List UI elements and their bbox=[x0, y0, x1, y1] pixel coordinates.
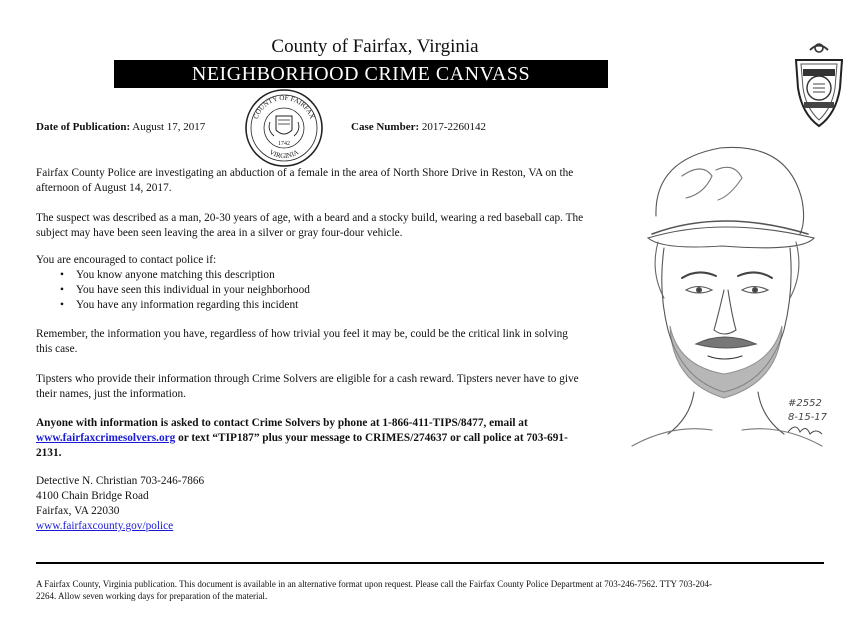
paragraph-investigation bbox=[36, 166, 584, 196]
publication-date bbox=[36, 121, 205, 133]
list-item: • You have any information regarding this incident bbox=[36, 298, 584, 313]
publication-date-value: August 17, 2017 bbox=[132, 121, 206, 133]
canvass-banner: NEIGHBORHOOD CRIME CANVASS bbox=[114, 60, 608, 88]
seal-year: 1742 bbox=[278, 141, 290, 147]
paragraph-investigation-text: Fairfax County Police are investigating an abduction of a female in the area of North Shore Drive in Reston, VA on the afternoon of August 14, 2017. bbox=[36, 167, 574, 194]
seal-bottom-text: VIRGINIA bbox=[267, 148, 301, 161]
paragraph-suspect-text: The suspect was described as a man, 20-30 years of age, with a beard and a stocky build, wearing a red baseball cap. The subject may have been seen leaving the area in a silver or gray four-dour vehicle. bbox=[36, 212, 584, 239]
paragraph-suspect bbox=[36, 211, 584, 241]
case-number bbox=[351, 121, 486, 133]
case-number-value: 2017-2260142 bbox=[421, 121, 487, 133]
footer-divider bbox=[36, 562, 824, 564]
contact-info bbox=[36, 416, 584, 461]
sketch-case-note: #2552 bbox=[788, 398, 822, 409]
suspect-sketch-image bbox=[612, 130, 844, 450]
list-item: • You know anyone matching this description bbox=[36, 268, 584, 283]
publication-date-label: Date of Publication: bbox=[36, 121, 131, 133]
detective-name-phone: Detective N. Christian 703-246-7866 bbox=[36, 475, 205, 487]
paragraph-tipsters bbox=[36, 372, 584, 402]
paragraph-tipsters-text: Tipsters who provide their information through Crime Solvers are eligible for a cash reward. Tipsters never have to give their names, just the information. bbox=[36, 373, 579, 400]
contact-conditions bbox=[36, 253, 584, 313]
artist-signature bbox=[788, 427, 822, 434]
list-item: • You have seen this individual in your neighborhood bbox=[36, 283, 584, 298]
police-website-link[interactable]: www.fairfaxcounty.gov/police bbox=[36, 520, 174, 532]
paragraph-remember bbox=[36, 327, 584, 357]
detective-signature bbox=[36, 474, 584, 534]
crime-solvers-link[interactable]: www.fairfaxcrimesolvers.org bbox=[36, 432, 176, 444]
county-seal-icon bbox=[244, 88, 324, 168]
conditions-list bbox=[36, 268, 584, 313]
paragraph-remember-text: Remember, the information you have, regardless of how trivial you feel it may be, could be the critical link in solving this case. bbox=[36, 328, 568, 355]
county-title: County of Fairfax, Virginia bbox=[271, 36, 479, 57]
footer-notice: A Fairfax County, Virginia publication. This document is available in an alternative format upon request. Please call the Fairfax County Police Department at 703-246-7562. TTY 703-204-2264. Allow seven working days for preparation of the material. bbox=[36, 579, 712, 601]
contact-info-text-b: or text “TIP187” plus your message to CRIMES/274637 or call police at 703-691-2131. bbox=[36, 432, 568, 459]
seal-top-text: COUNTY OF FAIRFAX bbox=[251, 93, 317, 121]
address-line-1: 4100 Chain Bridge Road bbox=[36, 490, 149, 502]
case-number-label: Case Number: bbox=[351, 121, 420, 133]
address-line-2: Fairfax, VA 22030 bbox=[36, 505, 120, 517]
contact-conditions-intro: You are encouraged to contact police if: bbox=[36, 254, 217, 266]
contact-info-text-a: Anyone with information is asked to contact Crime Solvers by phone at 1-866-411-TIPS/8477, email at bbox=[36, 417, 528, 429]
police-badge-icon bbox=[790, 42, 848, 128]
sketch-date-note: 8-15-17 bbox=[788, 412, 828, 423]
